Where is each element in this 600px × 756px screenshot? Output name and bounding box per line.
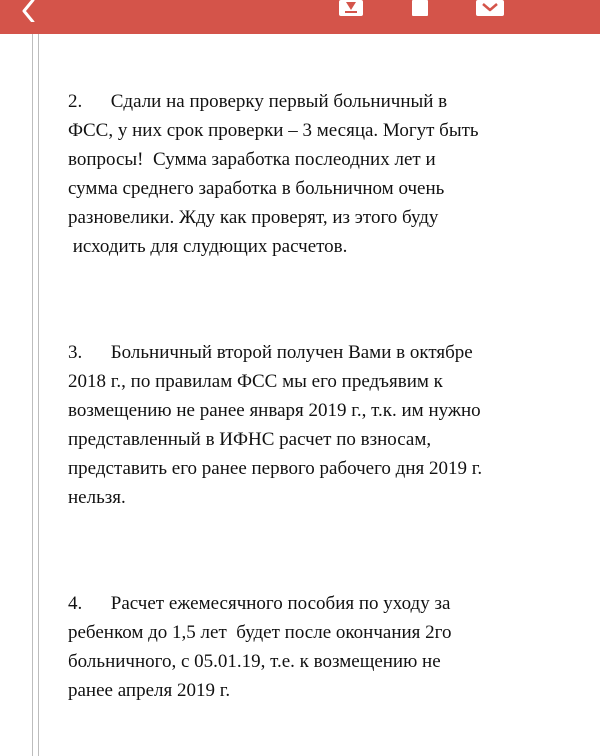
back-button[interactable]: [14, 0, 44, 22]
text-line: представленный в ИФНС расчет по взносам,: [68, 429, 432, 450]
text-line: больничного, с 05.01.19, т.е. к возмещению не: [68, 651, 441, 672]
text-line: вопросы! Сумма заработка послеодних лет и: [68, 149, 436, 170]
paragraph-2: [68, 87, 568, 261]
text-line: нельзя.: [68, 487, 126, 508]
document-page[interactable]: [0, 34, 600, 756]
paragraph-3: [68, 338, 568, 512]
text-line: 3. Больничный второй получен Вами в октябре: [68, 342, 473, 363]
chevron-left-icon: [19, 0, 39, 22]
text-line: 2018 г., по правилам ФСС мы его предъявим к: [68, 371, 443, 392]
text-line: исходить для слудющих расчетов.: [68, 236, 348, 257]
download-button[interactable]: [334, 0, 368, 20]
text-line: возмещению не ранее января 2019 г., т.к. им нужно: [68, 400, 481, 421]
page-margin-line: [32, 34, 33, 756]
mail-icon: [474, 0, 506, 20]
text-line: представить его ранее первого рабочего дня 2019 г.: [68, 458, 483, 479]
toolbar: [0, 0, 600, 34]
mail-button[interactable]: [472, 0, 508, 20]
download-icon: [336, 0, 366, 20]
text-line: ФСС, у них срок проверки – 3 месяца. Могут быть: [68, 120, 479, 141]
text-line: сумма среднего заработка в больничном очень: [68, 178, 445, 199]
document-button[interactable]: [406, 0, 434, 20]
page-margin-line: [38, 34, 39, 756]
text-line: 2. Сдали на проверку первый больничный в: [68, 91, 448, 112]
paragraph-4: [68, 589, 568, 705]
text-line: 4. Расчет ежемесячного пособия по уходу за: [68, 593, 451, 614]
text-line: ребенком до 1,5 лет будет после окончания 2го: [68, 622, 452, 643]
document-icon: [409, 0, 431, 20]
text-line: разновелики. Жду как проверят, из этого буду: [68, 207, 439, 228]
text-line: ранее апреля 2019 г.: [68, 680, 231, 701]
